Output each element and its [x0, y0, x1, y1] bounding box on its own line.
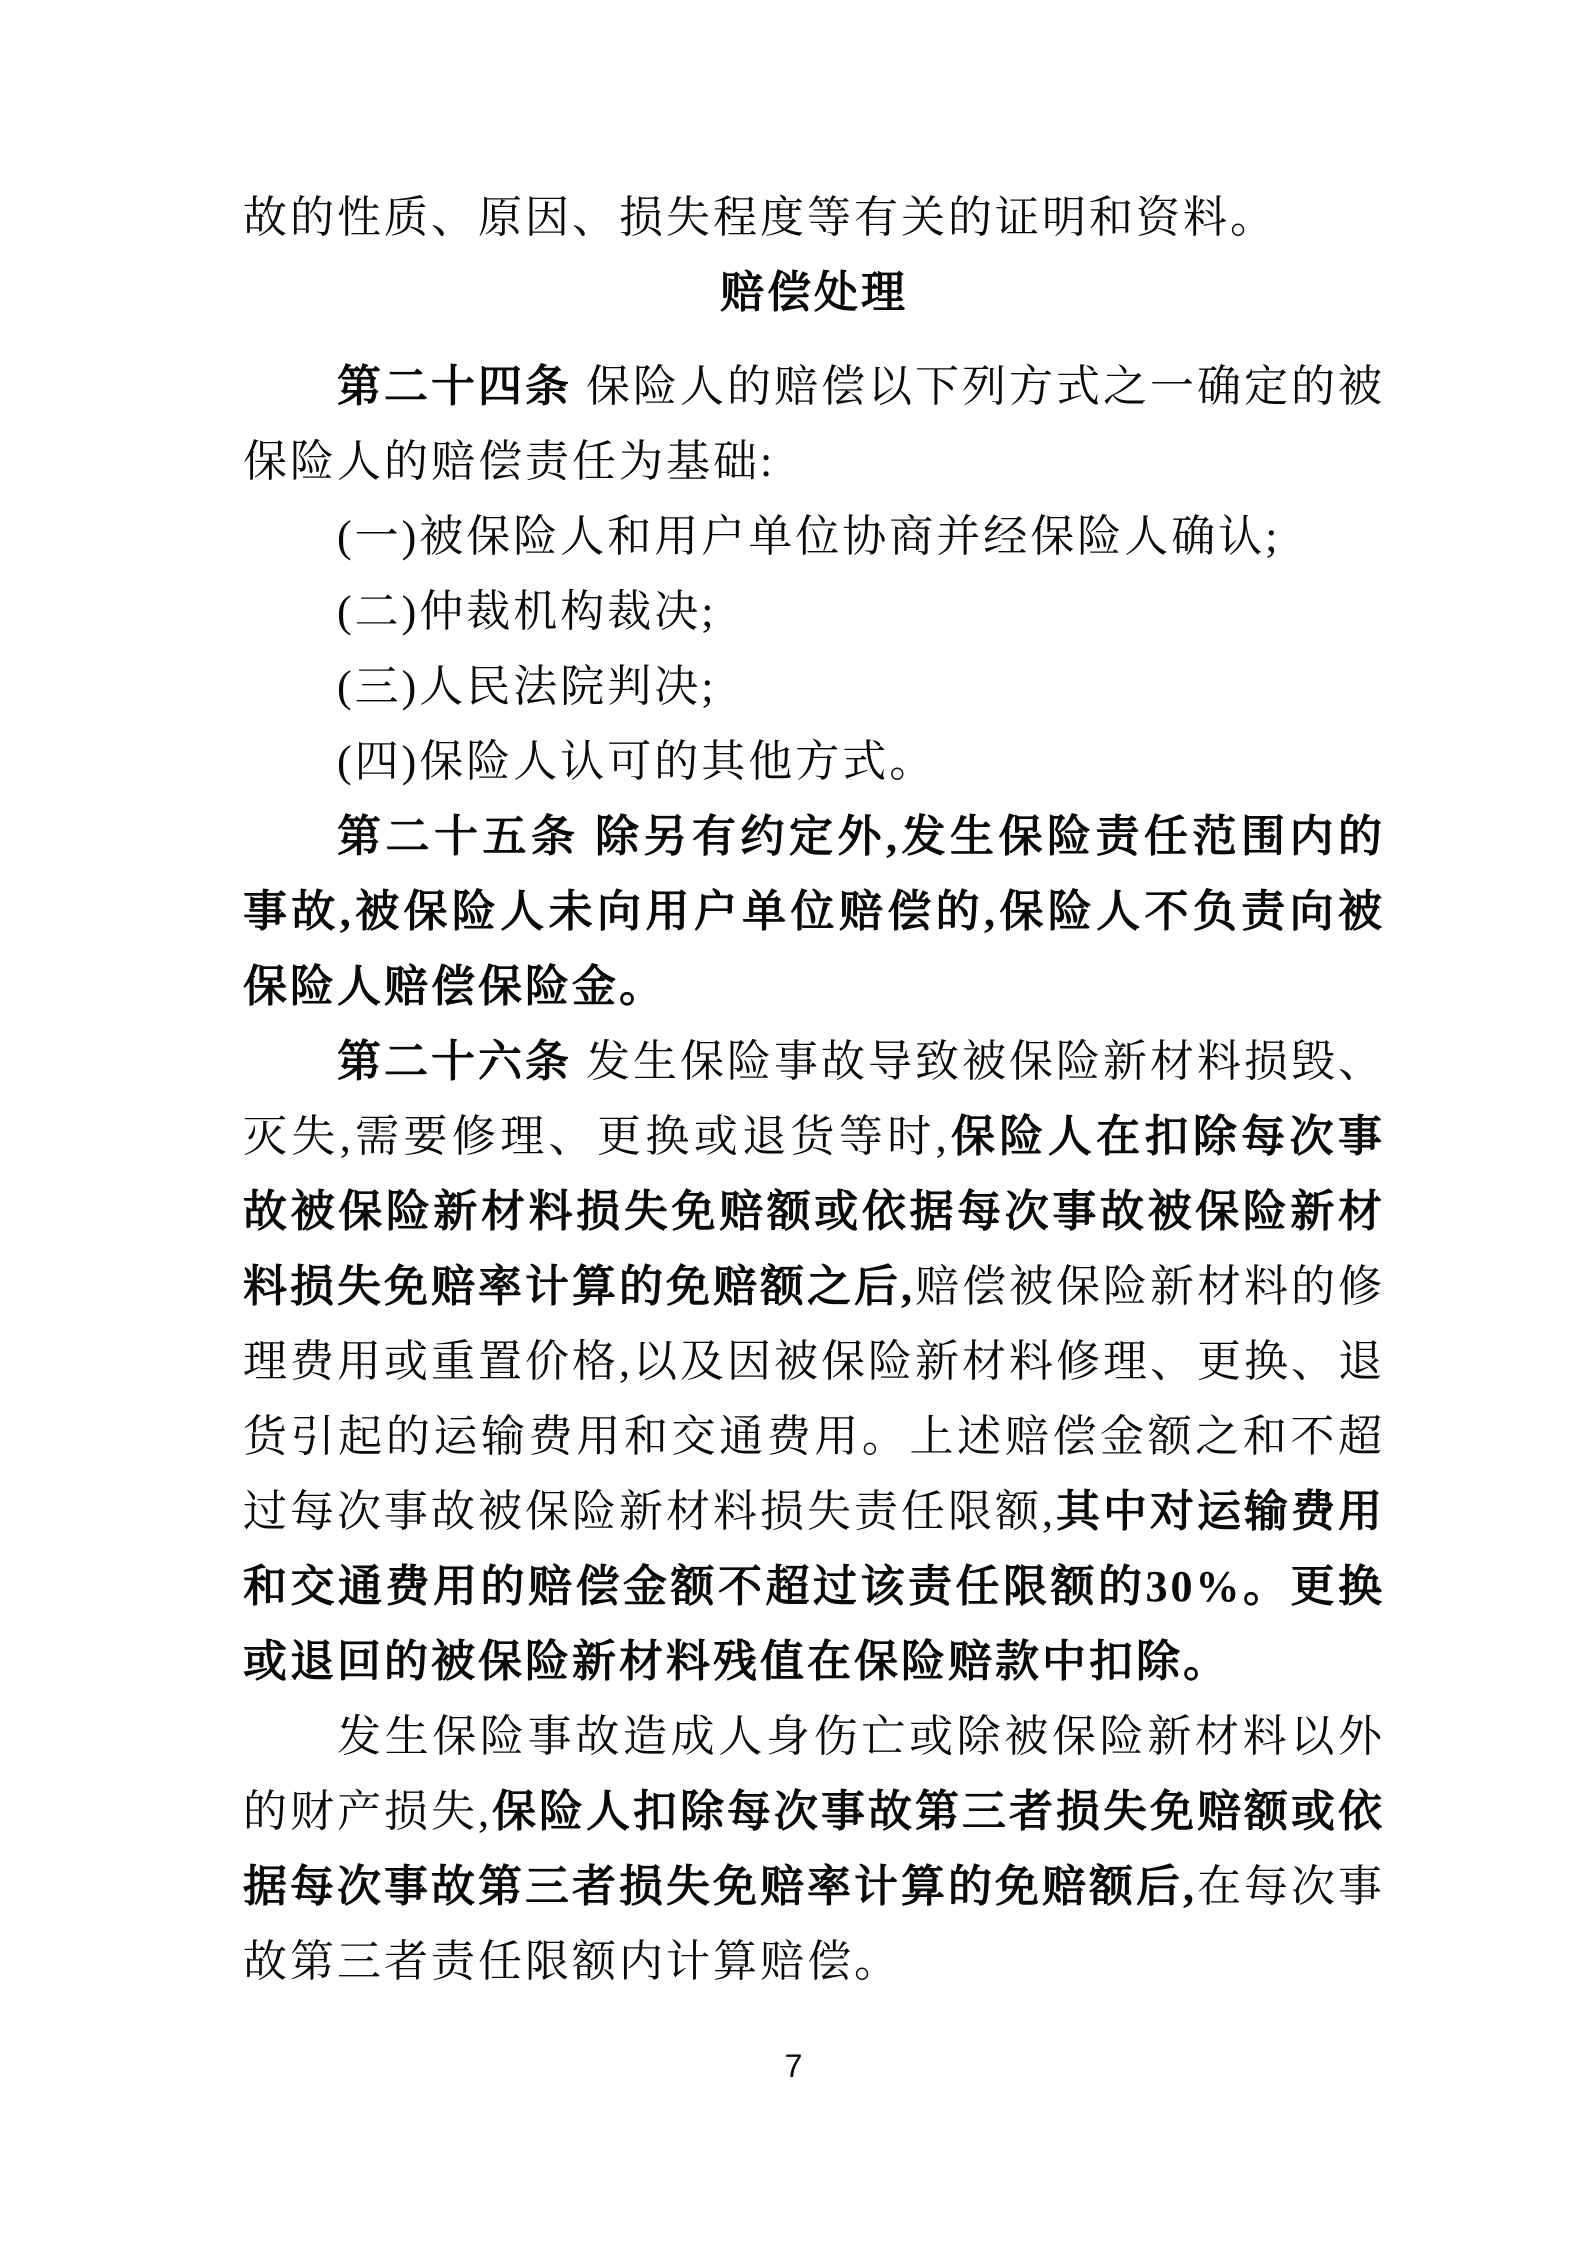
document-body: [243, 180, 1385, 1999]
text-run: 保险人的赔偿以下列方式之一确定的被保险人的赔偿责任为基础:: [243, 362, 1385, 486]
text-run: 第二十六条: [337, 1037, 586, 1086]
text-run: 赔偿处理: [720, 268, 908, 317]
section-heading-claims-settlement: [243, 255, 1385, 330]
article-26: [243, 1024, 1385, 1699]
text-run: 在每次事故第三者责任限额内计算赔偿。: [243, 1862, 1385, 1986]
para-continuation: [243, 180, 1385, 255]
article-26-para-2: [243, 1699, 1385, 1999]
text-run: 发生保险事故导致被保险新材料损毁、灭失,需要修理、更换或退货等时,: [243, 1037, 1385, 1161]
text-run: 故的性质、原因、损失程度等有关的证明和资料。: [243, 193, 1277, 242]
text-run: 赔偿被保险新材料的修理费用或重置价格,以及因被保险新材料修理、更换、退货引起的运输费用和交通费用。上述赔偿金额之和不超过每次事故被保险新材料损失责任限额,: [243, 1262, 1385, 1536]
article-25: [243, 799, 1385, 1024]
article-24-item-4: [243, 724, 1385, 799]
text-run: (四)保险人认可的其他方式。: [337, 737, 937, 786]
text-run: 其中对运输费用和交通费用的赔偿金额不超过该责任限额的30%。更换或退回的被保险新材料残值在保险赔款中扣除。: [243, 1487, 1385, 1686]
page-footer: [0, 2046, 1587, 2086]
text-run: (二)仲裁机构裁决;: [337, 587, 717, 636]
text-run: (三)人民法院判决;: [337, 662, 717, 711]
article-24-item-1: [243, 499, 1385, 574]
text-run: 第二十四条: [337, 362, 586, 411]
page-number: 7: [784, 2048, 803, 2084]
text-run: 保险人在扣除每次事故被保险新材料损失免赔额或依据每次事故被保险新材料损失免赔率计算的免赔额之后,: [243, 1112, 1385, 1311]
article-24: [243, 349, 1385, 499]
article-24-item-3: [243, 649, 1385, 724]
text-run: (一)被保险人和用户单位协商并经保险人确认;: [337, 512, 1281, 561]
article-24-item-2: [243, 574, 1385, 649]
text-run: 保险人扣除每次事故第三者损失免赔额或依据每次事故第三者损失免赔率计算的免赔额后,: [243, 1787, 1385, 1911]
text-run: 发生保险事故造成人身伤亡或除被保险新材料以外的财产损失,: [243, 1712, 1385, 1836]
text-run: 第二十五条 除另有约定外,发生保险责任范围内的事故,被保险人未向用户单位赔偿的,保险人不负责向被保险人赔偿保险金。: [243, 812, 1385, 1011]
